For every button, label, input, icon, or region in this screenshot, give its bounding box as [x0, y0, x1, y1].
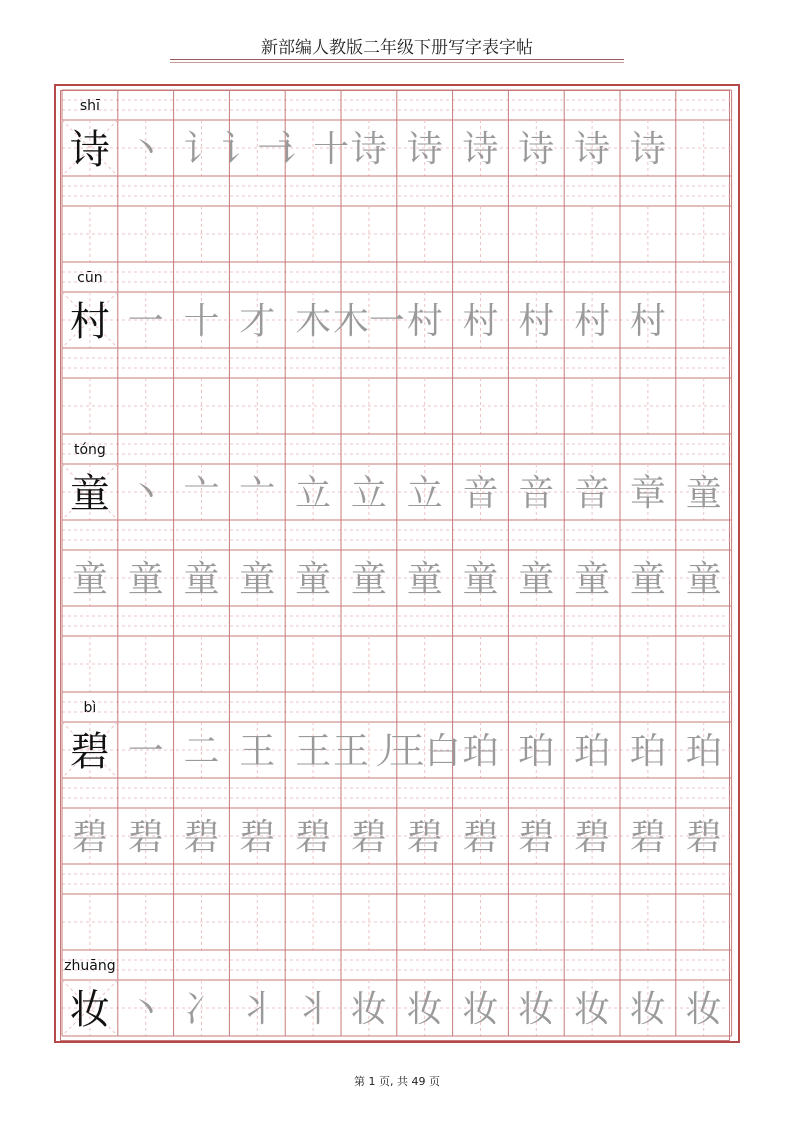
stroke-order-step: 村: [518, 301, 555, 342]
trace-character: 童: [295, 559, 332, 600]
stroke-order-step: 妆: [462, 989, 499, 1030]
stroke-order-step: 才: [239, 301, 276, 342]
stroke-order-step: 亠: [183, 473, 220, 514]
stroke-order-step: 村: [629, 301, 666, 342]
stroke-order-step: 王丿: [332, 731, 405, 772]
trace-character: 童: [406, 559, 443, 600]
trace-character: 童: [518, 559, 555, 600]
stroke-order-step: 章: [629, 473, 666, 514]
stroke-order-step: 诗: [406, 129, 443, 170]
model-character: 童: [69, 471, 110, 517]
trace-character: 童: [239, 559, 276, 600]
stroke-order-step: 王: [239, 731, 276, 772]
stroke-order-step: 妆: [629, 989, 666, 1030]
stroke-order-step: 丬: [239, 989, 276, 1030]
stroke-order-step: 丬: [295, 989, 332, 1030]
stroke-order-step: 村: [574, 301, 611, 342]
stroke-order-step: 木一: [332, 301, 405, 342]
stroke-order-step: 村: [406, 301, 443, 342]
trace-character: 碧: [518, 817, 555, 858]
stroke-order-step: 亠: [239, 473, 276, 514]
trace-character: 碧: [71, 817, 108, 858]
trace-character: 碧: [295, 817, 332, 858]
trace-character: 碧: [239, 817, 276, 858]
trace-character: 碧: [685, 817, 722, 858]
stroke-order-step: 村: [462, 301, 499, 342]
stroke-order-step: 音: [518, 473, 555, 514]
pinyin-label: tóng: [73, 442, 106, 458]
trace-character: 童: [183, 559, 220, 600]
stroke-order-step: 妆: [406, 989, 443, 1030]
pinyin-label: shī: [79, 98, 100, 114]
trace-character: 童: [685, 559, 722, 600]
trace-character: 碧: [183, 817, 220, 858]
stroke-order-step: 诗: [462, 129, 499, 170]
stroke-order-step: 二: [183, 731, 220, 772]
stroke-order-step: 珀: [685, 731, 722, 772]
trace-character: 碧: [406, 817, 443, 858]
stroke-order-step: 十: [183, 301, 220, 342]
stroke-order-step: 珀: [462, 731, 499, 772]
stroke-order-step: 冫: [183, 989, 220, 1030]
trace-character: 碧: [629, 817, 666, 858]
model-character: 妆: [69, 987, 110, 1033]
stroke-order-step: 珀: [518, 731, 555, 772]
stroke-order-step: 讠: [183, 129, 220, 170]
stroke-order-step: 立: [406, 473, 443, 514]
stroke-order-step: 诗: [574, 129, 611, 170]
model-character: 碧: [69, 729, 110, 775]
trace-character: 碧: [350, 817, 387, 858]
stroke-order-step: 童: [685, 473, 722, 514]
stroke-order-step: 讠一: [221, 129, 294, 170]
stroke-order-step: 诗: [518, 129, 555, 170]
trace-character: 童: [574, 559, 611, 600]
stroke-order-step: 木: [295, 301, 332, 342]
stroke-order-step: 一: [127, 301, 164, 342]
stroke-order-step: 妆: [574, 989, 611, 1030]
trace-character: 童: [127, 559, 164, 600]
stroke-order-step: 王: [295, 731, 332, 772]
stroke-order-step: 丶: [127, 989, 164, 1030]
stroke-order-step: 王白: [388, 731, 461, 772]
model-character: 诗: [69, 127, 110, 173]
stroke-order-step: 讠十: [277, 129, 350, 170]
stroke-order-step: 一: [127, 731, 164, 772]
stroke-order-step: 妆: [350, 989, 387, 1030]
stroke-order-step: 妆: [518, 989, 555, 1030]
page-title: 新部编人教版二年级下册写字表字帖: [261, 38, 533, 58]
trace-character: 碧: [462, 817, 499, 858]
stroke-order-step: 珀: [629, 731, 666, 772]
pinyin-label: bì: [83, 700, 97, 716]
stroke-order-step: 诗: [629, 129, 666, 170]
trace-character: 童: [350, 559, 387, 600]
trace-character: 碧: [574, 817, 611, 858]
stroke-order-step: 音: [574, 473, 611, 514]
trace-character: 碧: [127, 817, 164, 858]
model-character: 村: [69, 299, 110, 345]
pinyin-label: cūn: [77, 270, 103, 286]
stroke-order-step: 音: [462, 473, 499, 514]
stroke-order-step: 丶: [127, 473, 164, 514]
page-number: 第 1 页, 共 49 页: [354, 1075, 440, 1088]
pinyin-label: zhuāng: [64, 958, 116, 974]
stroke-order-step: 丶: [127, 129, 164, 170]
stroke-order-step: 立: [295, 473, 332, 514]
stroke-order-step: 立: [350, 473, 387, 514]
trace-character: 童: [629, 559, 666, 600]
trace-character: 童: [71, 559, 108, 600]
stroke-order-step: 珀: [574, 731, 611, 772]
stroke-order-step: 妆: [685, 989, 722, 1030]
trace-character: 童: [462, 559, 499, 600]
stroke-order-step: 诗: [350, 129, 387, 170]
